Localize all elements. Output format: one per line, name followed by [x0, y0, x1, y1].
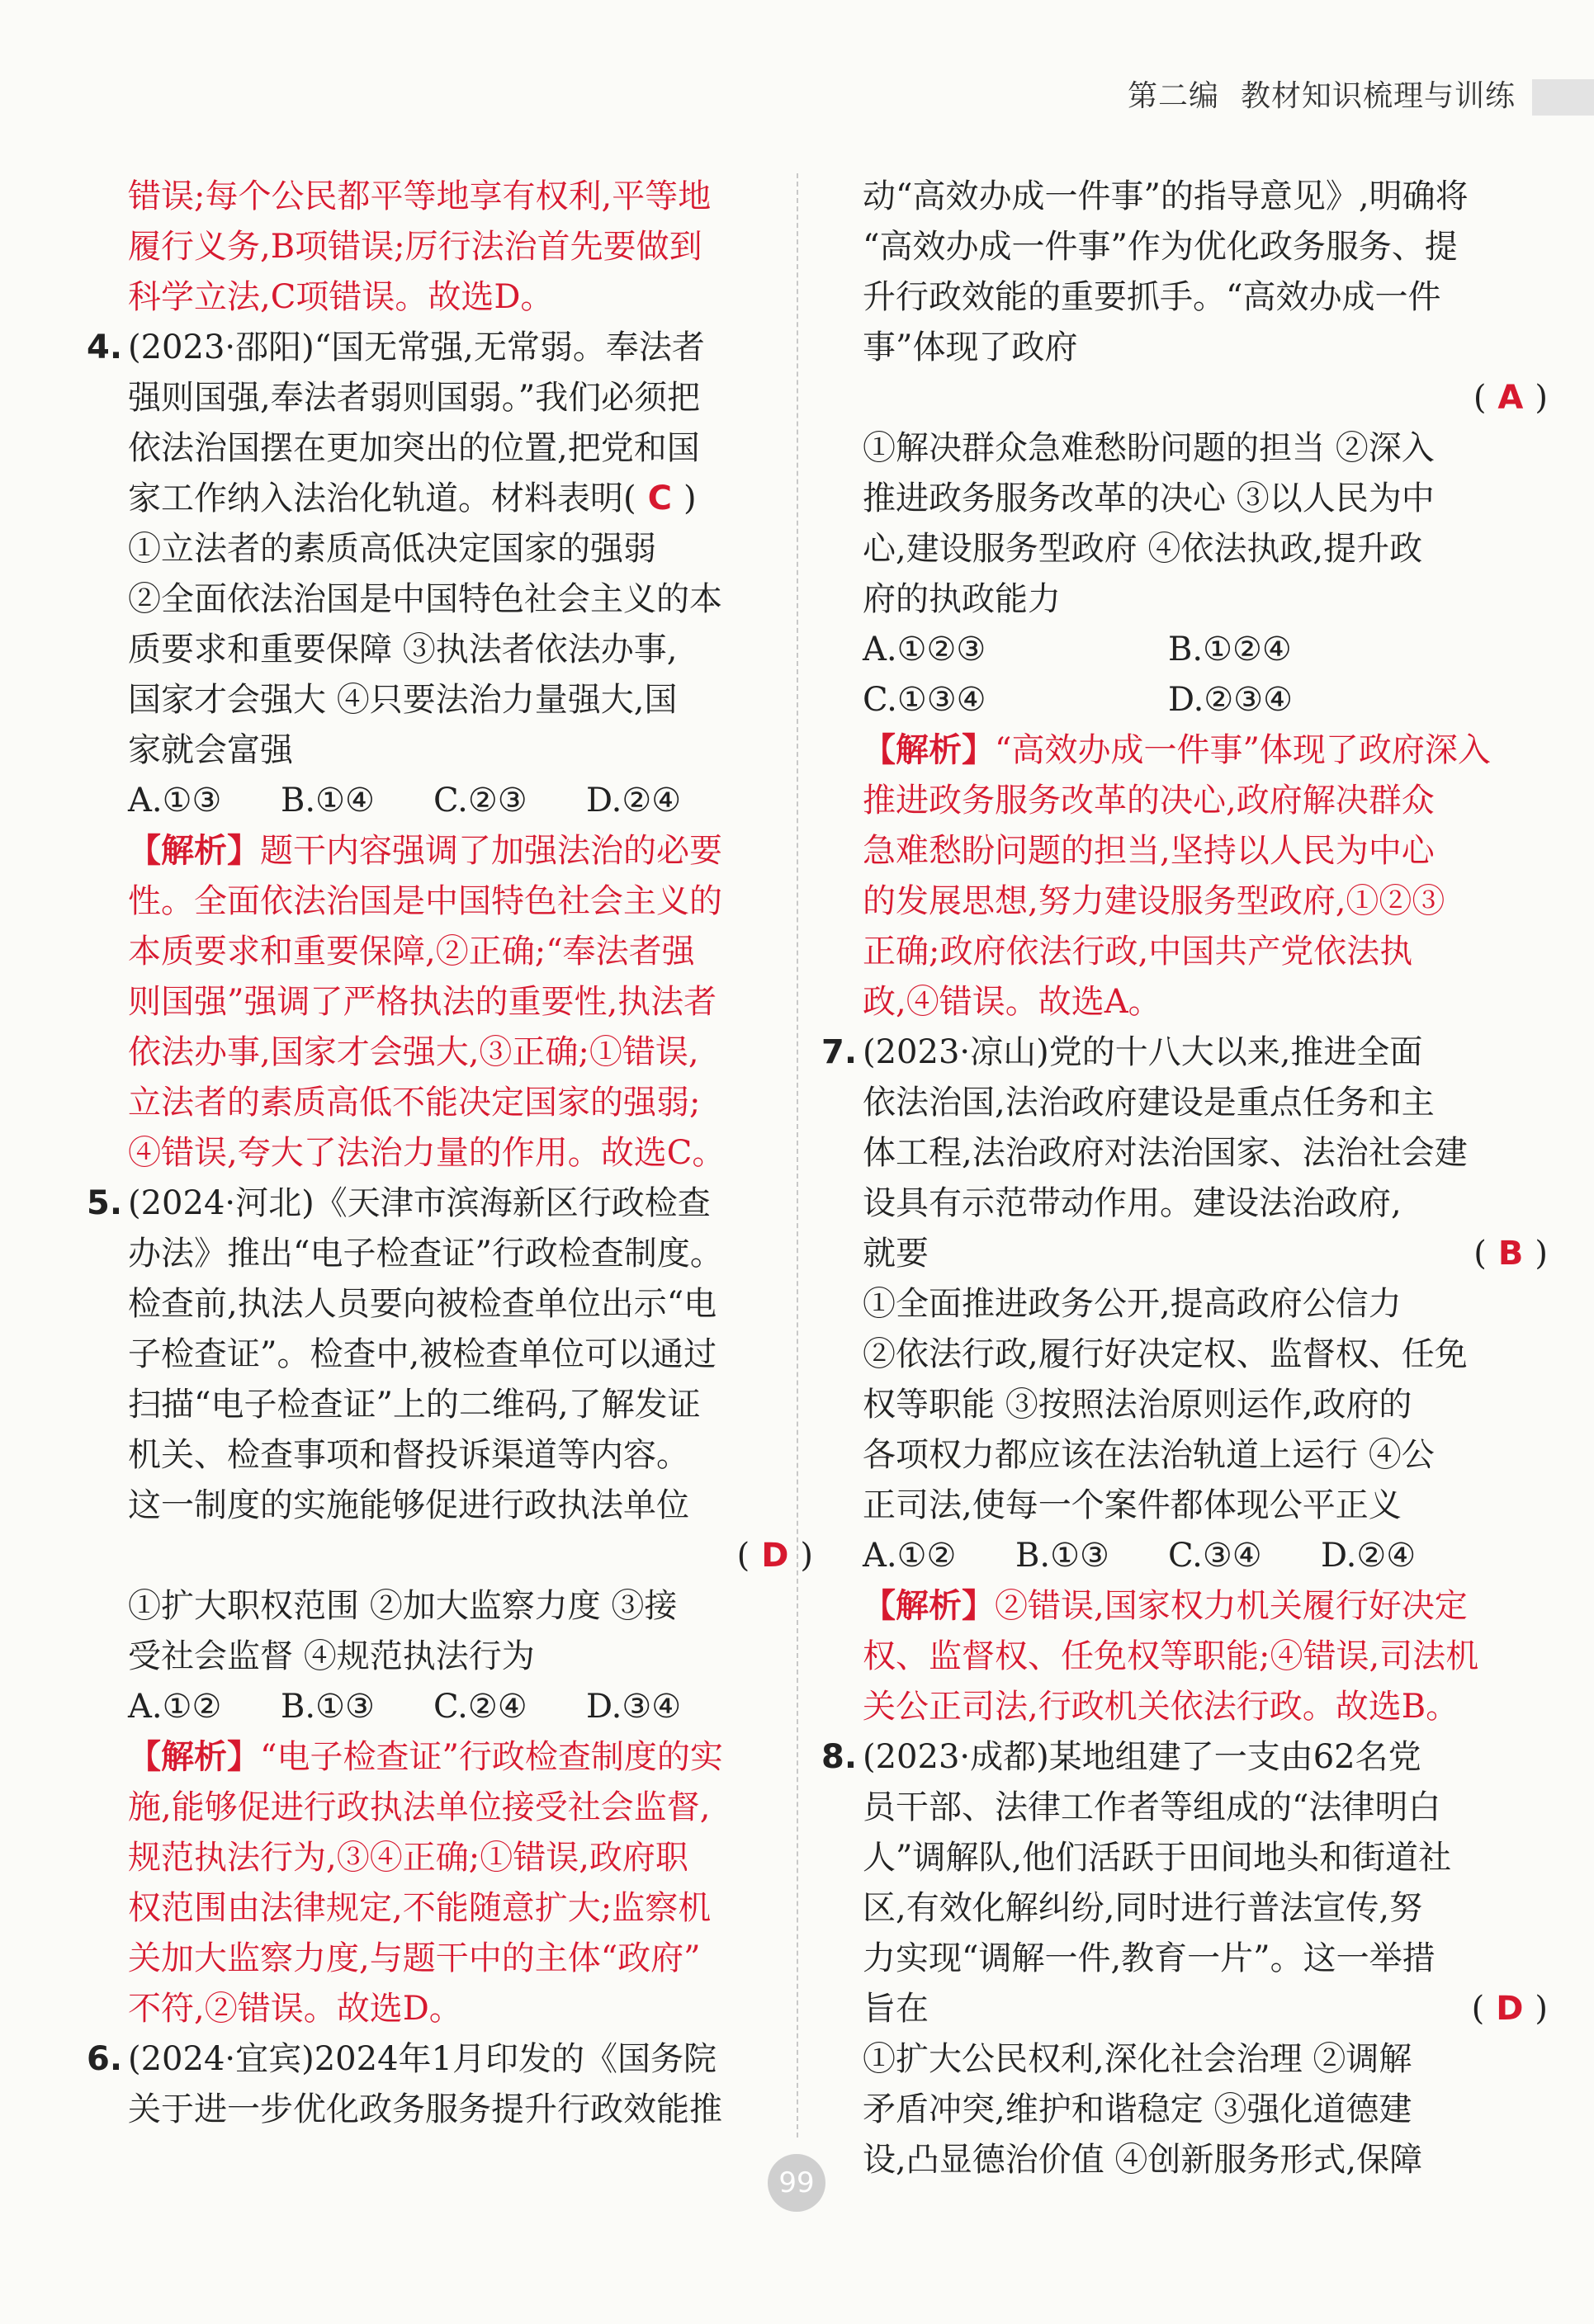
- analysis-line: 政,④错误。故选A。: [863, 983, 1161, 1021]
- analysis-tag: 【解析】: [863, 1587, 995, 1625]
- analysis-line: 权、监督权、任免权等职能;④错误,司法机: [863, 1637, 1479, 1675]
- question-5: [87, 1179, 813, 2034]
- question-6-continued: [863, 172, 1548, 1027]
- stem-line: 家工作纳入法治化轨道。材料表明( C ): [128, 479, 697, 517]
- question-number: 5.: [87, 1184, 123, 1222]
- item-line: 国家才会强大 ④只要法治力量强大,国: [128, 681, 678, 719]
- stem-line: 强则国强,奉法者弱则国弱。”我们必须把: [128, 379, 701, 417]
- item-line: ①全面推进政务公开,提高政府公信力: [863, 1285, 1402, 1323]
- stem-line: 旨在 ( D ): [863, 1990, 1548, 2028]
- stem-line: “高效办成一件事”作为优化政务服务、提: [863, 228, 1458, 266]
- question-number: 8.: [821, 1738, 858, 1776]
- page-number-badge: 99: [768, 2154, 825, 2212]
- running-header: [1128, 73, 1516, 115]
- options-row: [128, 776, 813, 826]
- item-line: 府的执政能力: [863, 580, 1061, 618]
- stem-line: (2023·成都)某地组建了一支由62名党: [863, 1738, 1421, 1776]
- question-6: [87, 2034, 813, 2135]
- header-title: 教材知识梳理与训练: [1240, 79, 1516, 113]
- stem-line: 体工程,法治政府对法治国家、法治社会建: [863, 1134, 1468, 1172]
- answer-mark: D: [761, 1537, 789, 1575]
- stem-line: 关于进一步优化政务服务提升行政效能推: [128, 2090, 722, 2128]
- stem-line: 机关、检查事项和督投诉渠道等内容。: [128, 1436, 689, 1474]
- stem-line: 依法治国摆在更加突出的位置,把党和国: [128, 429, 700, 467]
- analysis-tag: 【解析】: [128, 832, 260, 870]
- item-line: 家就会富强: [128, 731, 293, 769]
- item-line: ①解决群众急难愁盼问题的担当 ②深入: [863, 429, 1435, 467]
- analysis-line: 正确;政府依法行政,中国共产党依法执: [863, 933, 1413, 971]
- answer-mark: A: [1497, 379, 1524, 417]
- option: B.①④: [281, 782, 375, 820]
- stem-line: (2024·河北)《天津市滨海新区行政检查: [128, 1184, 711, 1222]
- stem-line: 扫描“电子检查证”上的二维码,了解发证: [128, 1386, 701, 1424]
- option: C.②④: [433, 1688, 527, 1726]
- stem-line: 区,有效化解纠纷,同时进行普法宣传,努: [863, 1889, 1423, 1927]
- analysis-block: 【解析】“高效办成一件事”体现了政府深入 推进政务服务改革的决心,政府解决群众 急难愁盼问题的担当,坚持以人民为中心 的发展思想,努力建设服务型政府,①②③ 正确;政府依法行政,中国共产党依法执 政,④错误。故选A。: [863, 725, 1548, 1027]
- options-row: [863, 625, 1548, 675]
- header-part: 第二编: [1127, 79, 1219, 113]
- option: D.②③④: [1168, 681, 1293, 719]
- analysis-line: 本质要求和重要保障,②正确;“奉法者强: [128, 933, 695, 971]
- analysis-line: 权范围由法律规定,不能随意扩大;监察机: [128, 1889, 712, 1927]
- analysis-line: 则国强”强调了严格执法的重要性,执法者: [128, 983, 717, 1021]
- analysis-line: 关公正司法,行政机关依法行政。故选B。: [863, 1688, 1459, 1726]
- item-line: 各项权力都应该在法治轨道上运行 ④公: [863, 1436, 1435, 1474]
- answer-line: ( A ): [1473, 379, 1548, 417]
- item-line: 受社会监督 ④规范执法行为: [128, 1637, 535, 1675]
- analysis-block: 【解析】②错误,国家权力机关履行好决定 权、监督权、任免权等职能;④错误,司法机 关公正司法,行政机关依法行政。故选B。: [863, 1581, 1548, 1732]
- question-4: [87, 323, 813, 1179]
- stem-line: 力实现“调解一件,教育一片”。这一举措: [863, 1939, 1436, 1977]
- stem-line: 这一制度的实施能够促进行政执法单位: [128, 1486, 689, 1524]
- answer-line: ( D ): [736, 1537, 813, 1575]
- option: B.①③: [1015, 1537, 1109, 1575]
- item-line: ①立法者的素质高低决定国家的强弱: [128, 530, 656, 568]
- item-line: 质要求和重要保障 ③执法者依法办事,: [128, 631, 678, 668]
- stem-line: 就要 ( B ): [863, 1235, 1548, 1273]
- options-row: [863, 1531, 1548, 1581]
- question-7: [821, 1027, 1548, 1732]
- item-line: ①扩大公民权利,深化社会治理 ②调解: [863, 2040, 1412, 2078]
- header-tab-marker: [1532, 79, 1594, 116]
- question-8: [821, 1732, 1548, 2185]
- analysis-block: 【解析】题干内容强调了加强法治的必要 性。全面依法治国是中国特色社会主义的 本质要求和重要保障,②正确;“奉法者强 则国强”强调了严格执法的重要性,执法者 依法办事,国家才会强大,③正确;①错误, 立法者的素质高低不能决定国家的强弱; ④错误,夸大了法治力量的作用。故选C。: [128, 826, 813, 1179]
- answer-mark: B: [1497, 1235, 1524, 1273]
- option: A.①②: [863, 1537, 957, 1575]
- option: C.①③④: [863, 681, 986, 719]
- question-number: 7.: [821, 1033, 858, 1071]
- option: A.①②③: [863, 631, 986, 668]
- analysis-line: 的发展思想,努力建设服务型政府,①②③: [863, 882, 1445, 920]
- analysis-line: 关加大监察力度,与题干中的主体“政府”: [128, 1939, 701, 1977]
- analysis-line: 依法办事,国家才会强大,③正确;①错误,: [128, 1033, 699, 1071]
- answer-mark: C: [647, 479, 672, 517]
- analysis-line: 推进政务服务改革的决心,政府解决群众: [863, 782, 1435, 820]
- analysis-tag: 【解析】: [863, 731, 995, 769]
- stem-line: 依法治国,法治政府建设是重点任务和主: [863, 1084, 1435, 1122]
- stem-line: 员干部、法律工作者等组成的“法律明白: [863, 1788, 1441, 1826]
- item-line: 推进政务服务改革的决心 ③以人民为中: [863, 479, 1435, 517]
- item-line: ②依法行政,履行好决定权、监督权、任免: [863, 1335, 1468, 1373]
- option: A.①②: [128, 1688, 222, 1726]
- item-line: 心,建设服务型政府 ④依法执政,提升政: [863, 530, 1423, 568]
- analysis-block: 【解析】“电子检查证”行政检查制度的实 施,能够促进行政执法单位接受社会监督, 规范执法行为,③④正确;①错误,政府职 权范围由法律规定,不能随意扩大;监察机 关加大监察力度,与题干中的主体“政府” 不符,②错误。故选D。: [128, 1732, 813, 2034]
- prev-analysis-continued: [128, 172, 813, 323]
- question-number: 6.: [87, 2040, 123, 2078]
- item-line: ②全面依法治国是中国特色社会主义的本: [128, 580, 722, 618]
- item-line: 正司法,使每一个案件都体现公平正义: [863, 1486, 1402, 1524]
- stem-line: (2023·邵阳)“国无常强,无常弱。奉法者: [128, 328, 705, 366]
- stem-line: (2024·宜宾)2024年1月印发的《国务院: [128, 2040, 717, 2078]
- analysis-line: 履行义务,B项错误;厉行法治首先要做到: [128, 228, 702, 266]
- option: C.②③: [433, 782, 527, 820]
- stem-line: 办法》推出“电子检查证”行政检查制度。: [128, 1235, 723, 1273]
- option: D.②④: [1321, 1537, 1417, 1575]
- option: B.①③: [281, 1688, 375, 1726]
- option: D.②④: [586, 782, 682, 820]
- option: C.③④: [1168, 1537, 1262, 1575]
- analysis-line: 性。全面依法治国是中国特色社会主义的: [128, 882, 722, 920]
- analysis-line: ④错误,夸大了法治力量的作用。故选C。: [128, 1134, 726, 1172]
- analysis-line: 立法者的素质高低不能决定国家的强弱;: [128, 1084, 701, 1122]
- item-line: 设,凸显德治价值 ④创新服务形式,保障: [863, 2141, 1423, 2179]
- stem-line: 子检查证”。检查中,被检查单位可以通过: [128, 1335, 717, 1373]
- analysis-line: 施,能够促进行政执法单位接受社会监督,: [128, 1788, 711, 1826]
- left-column: [87, 172, 813, 2135]
- analysis-line: 不符,②错误。故选D。: [128, 1990, 462, 2028]
- option: D.③④: [586, 1688, 682, 1726]
- stem-line: 设具有示范带动作用。建设法治政府,: [863, 1184, 1402, 1222]
- analysis-line: 科学立法,C项错误。故选D。: [128, 278, 554, 316]
- stem-line: 事”体现了政府: [863, 328, 1078, 366]
- answer-mark: D: [1496, 1990, 1524, 2028]
- options-row: [128, 1682, 813, 1732]
- analysis-line: 急难愁盼问题的担当,坚持以人民为中心: [863, 832, 1435, 870]
- analysis-line: 错误;每个公民都平等地享有权利,平等地: [128, 177, 712, 215]
- question-number: 4.: [87, 328, 123, 366]
- right-column: [821, 172, 1548, 2185]
- analysis-tag: 【解析】: [128, 1738, 260, 1776]
- analysis-line: 规范执法行为,③④正确;①错误,政府职: [128, 1839, 688, 1877]
- item-line: 权等职能 ③按照法治原则运作,政府的: [863, 1386, 1412, 1424]
- stem-line: 升行政效能的重要抓手。“高效办成一件: [863, 278, 1441, 316]
- stem-line: (2023·凉山)党的十八大以来,推进全面: [863, 1033, 1423, 1071]
- item-line: 矛盾冲突,维护和谐稳定 ③强化道德建: [863, 2090, 1412, 2128]
- options-row: [863, 675, 1548, 725]
- option: A.①③: [128, 782, 222, 820]
- stem-line: 检查前,执法人员要向被检查单位出示“电: [128, 1285, 717, 1323]
- item-line: ①扩大职权范围 ②加大监察力度 ③接: [128, 1587, 678, 1625]
- option: B.①②④: [1168, 631, 1292, 668]
- stem-line: 动“高效办成一件事”的指导意见》,明确将: [863, 177, 1469, 215]
- stem-line: 人”调解队,他们活跃于田间地头和街道社: [863, 1839, 1452, 1877]
